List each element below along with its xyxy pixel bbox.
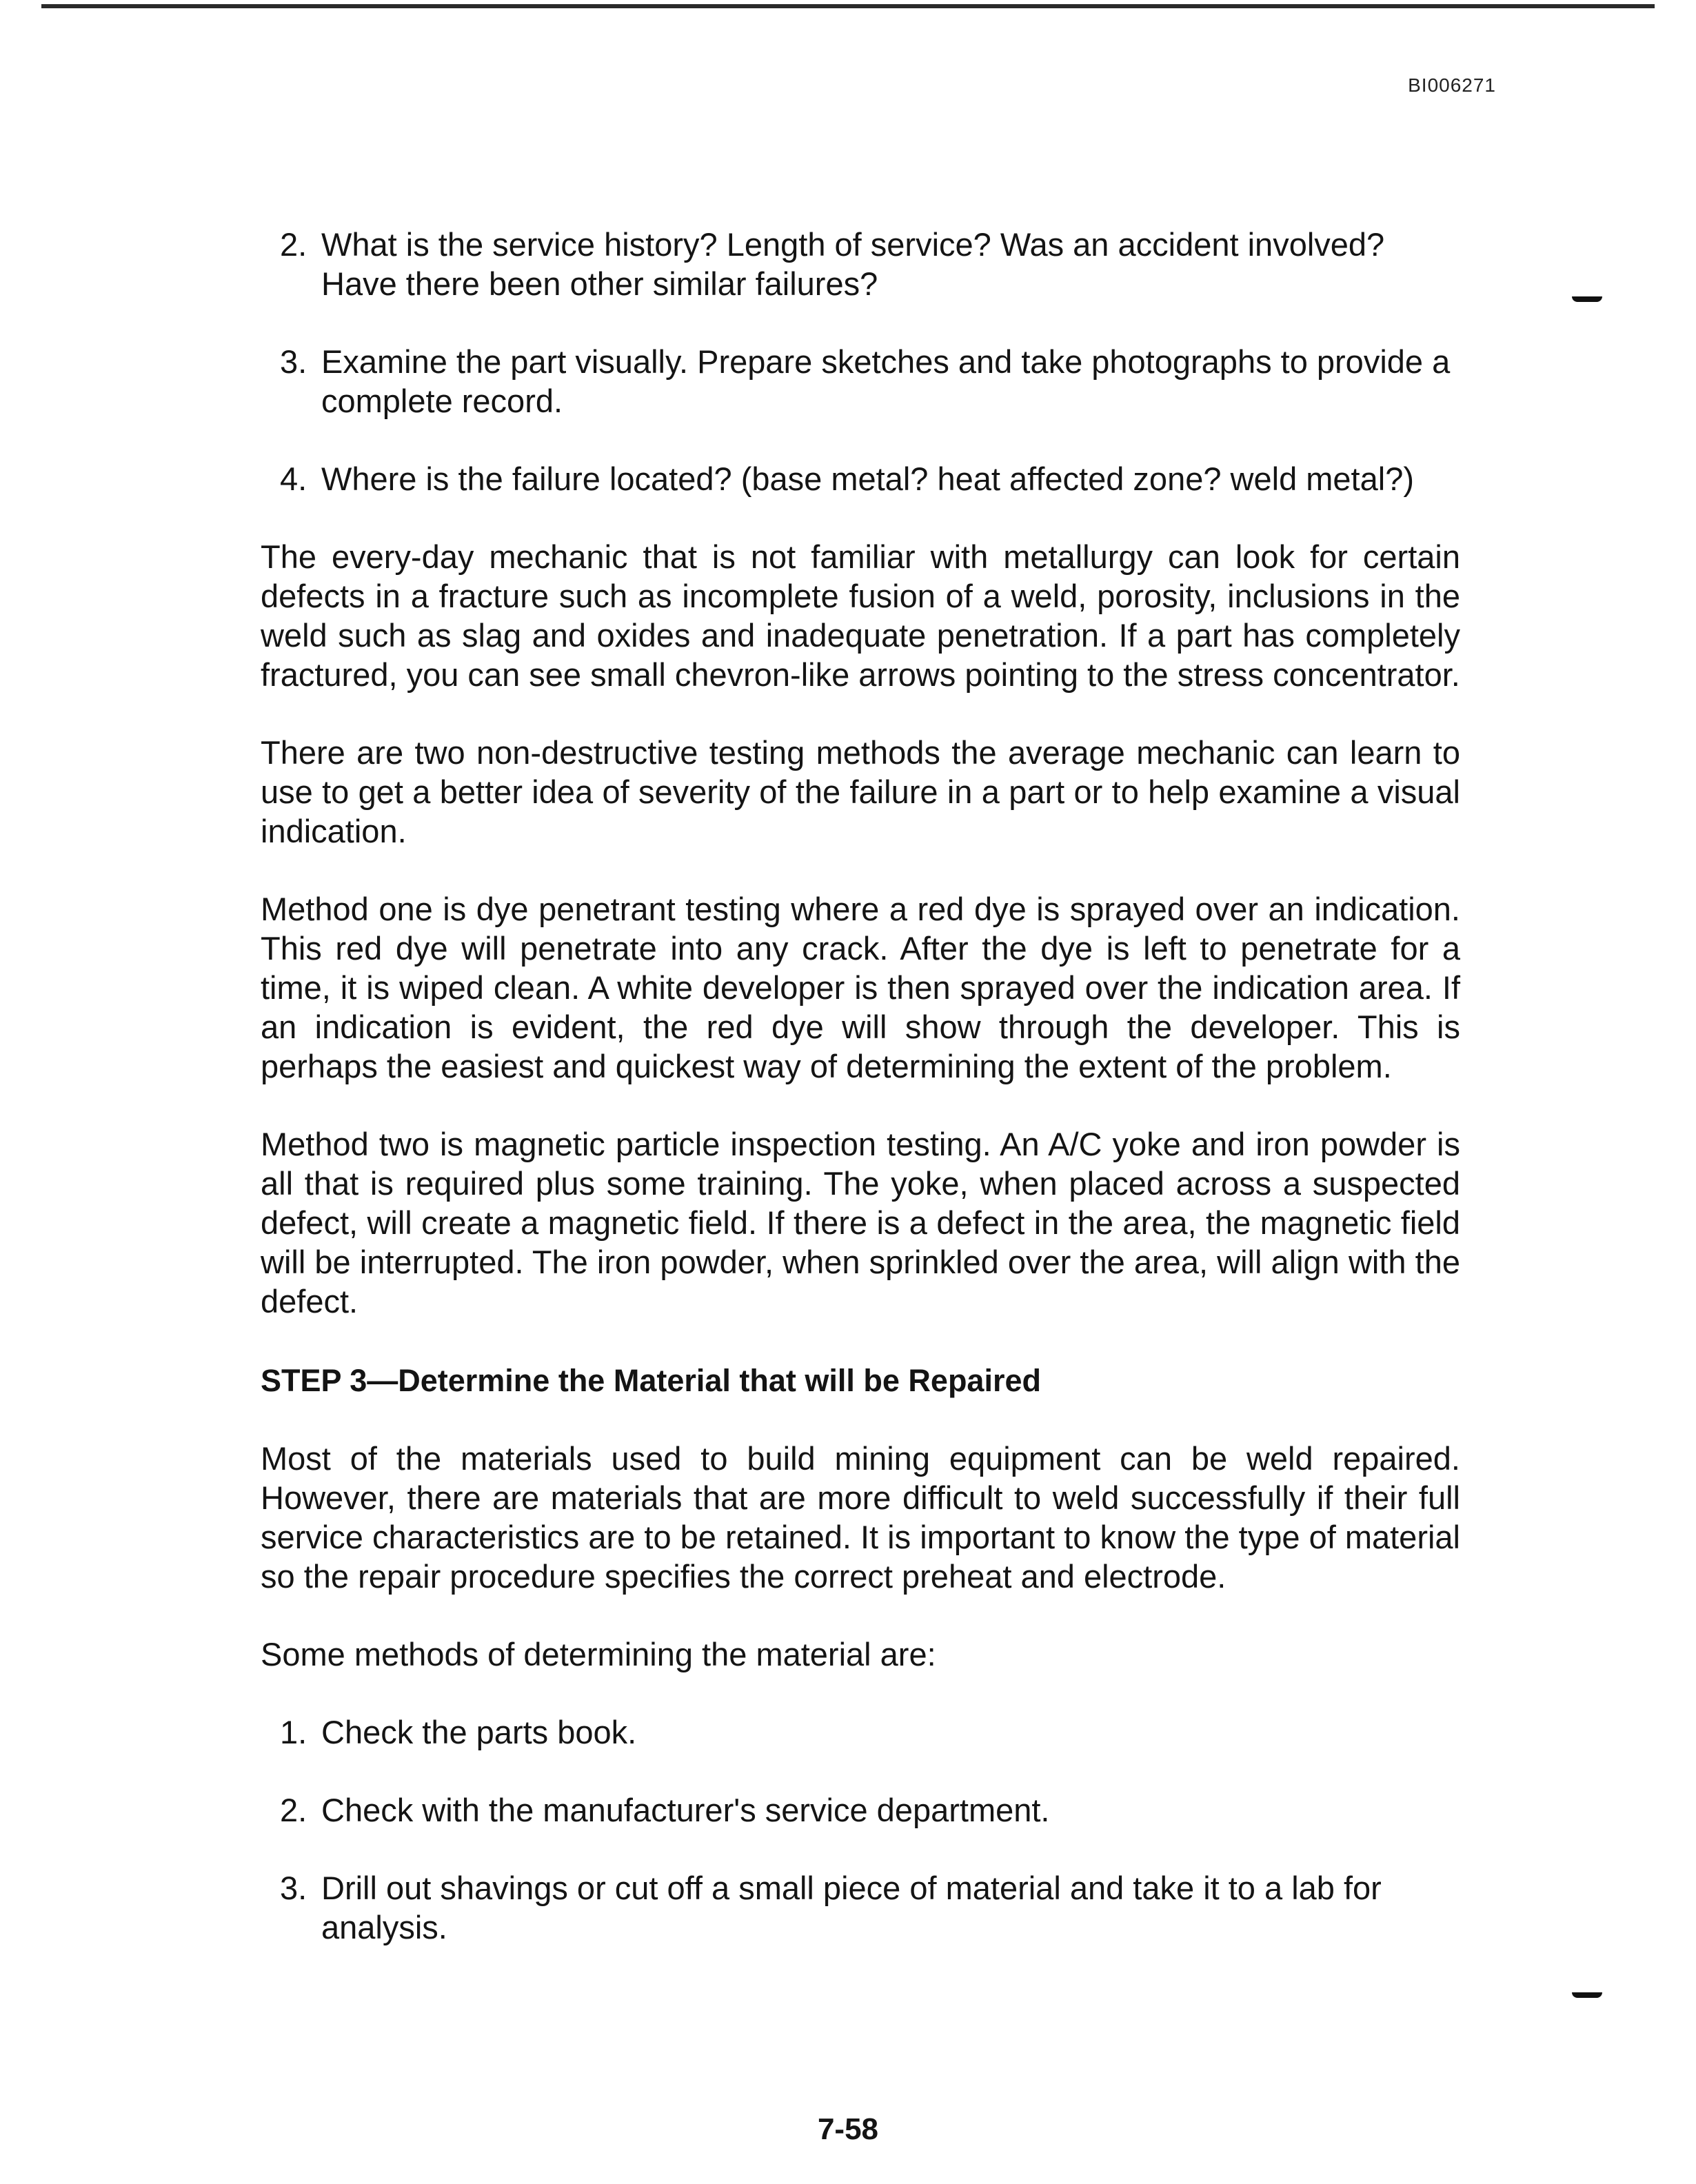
paragraph-magnetic-particle: Method two is magnetic particle inspection testing. An A/C yoke and iron powder is all that is required plus some training. The yoke, when placed across a suspected defect, will create a magnetic field. If there is a defect in the area, the magnetic field will be interrupted. The iron powder, when sprinkled over the area, will align with the defect. <box>261 1126 1460 1320</box>
list-item <box>261 459 1460 498</box>
list-item <box>261 1790 1460 1830</box>
list-item <box>261 342 1460 421</box>
list-item-number: 1. <box>280 1714 307 1750</box>
paragraph-dye-penetrant: Method one is dye penetrant testing where a red dye is sprayed over an indication. This red dye will penetrate into any crack. After the dye is left to penetrate for a time, it is wiped clean. A white developer is then sprayed over the indication area. If an indication is evident, the red dye will show through the developer. This is perhaps the easiest and quickest way of determining the extent of the problem. <box>261 891 1460 1084</box>
list-item-number: 2. <box>280 226 307 263</box>
list-item-text: Where is the failure located? (base metal? heat affected zone? weld metal?) <box>321 461 1414 497</box>
list-item <box>261 1868 1460 1947</box>
scan-mark-bottom-right <box>1572 1992 1602 1998</box>
paragraph-materials: Most of the materials used to build mining equipment can be weld repaired. However, there are materials that are more difficult to weld successfully if their full service characteristics are to be retained. It is important to know the type of material so the repair procedure specifies the correct preheat and electrode. <box>261 1440 1460 1595</box>
paragraph-fracture-defects: The every-day mechanic that is not familiar with metallurgy can look for certain defects in a fracture such as incomplete fusion of a weld, porosity, inclusions in the weld such as slag and oxides and inadequate penetration. If a part has completely fractured, you can see small chevron-like arrows pointing to the stress concentrator. <box>261 538 1460 693</box>
paragraph-ndt-methods: There are two non-destructive testing methods the average mechanic can learn to use to get a better idea of severity of the failure in a part or to help examine a visual indication. <box>261 734 1460 849</box>
page-body <box>261 225 1460 1985</box>
document-id: BI006271 <box>1408 74 1496 96</box>
list-item-text: What is the service history? Length of service? Was an accident involved? Have there been other similar failures? <box>321 226 1385 302</box>
list-item-number: 3. <box>280 1870 307 1906</box>
list-item-text: Drill out shavings or cut off a small piece of material and take it to a lab for analysis. <box>321 1870 1382 1945</box>
list-item <box>261 225 1460 303</box>
page-number: 7-58 <box>817 2112 879 2146</box>
list-item-number: 2. <box>280 1792 307 1828</box>
list-item-text: Check the parts book. <box>321 1714 637 1750</box>
scan-top-rule <box>41 4 1655 8</box>
paragraph-methods-intro: Some methods of determining the material are: <box>261 1636 936 1672</box>
list-item-text: Check with the manufacturer's service department. <box>321 1792 1050 1828</box>
list-item-number: 3. <box>280 343 307 380</box>
list-item-text: Examine the part visually. Prepare sketches and take photographs to provide a complete record. <box>321 343 1451 419</box>
list-item-number: 4. <box>280 461 307 497</box>
step-heading: STEP 3—Determine the Material that will be Repaired <box>261 1363 1041 1398</box>
list-item <box>261 1712 1460 1752</box>
scan-mark-top-right <box>1572 296 1602 302</box>
